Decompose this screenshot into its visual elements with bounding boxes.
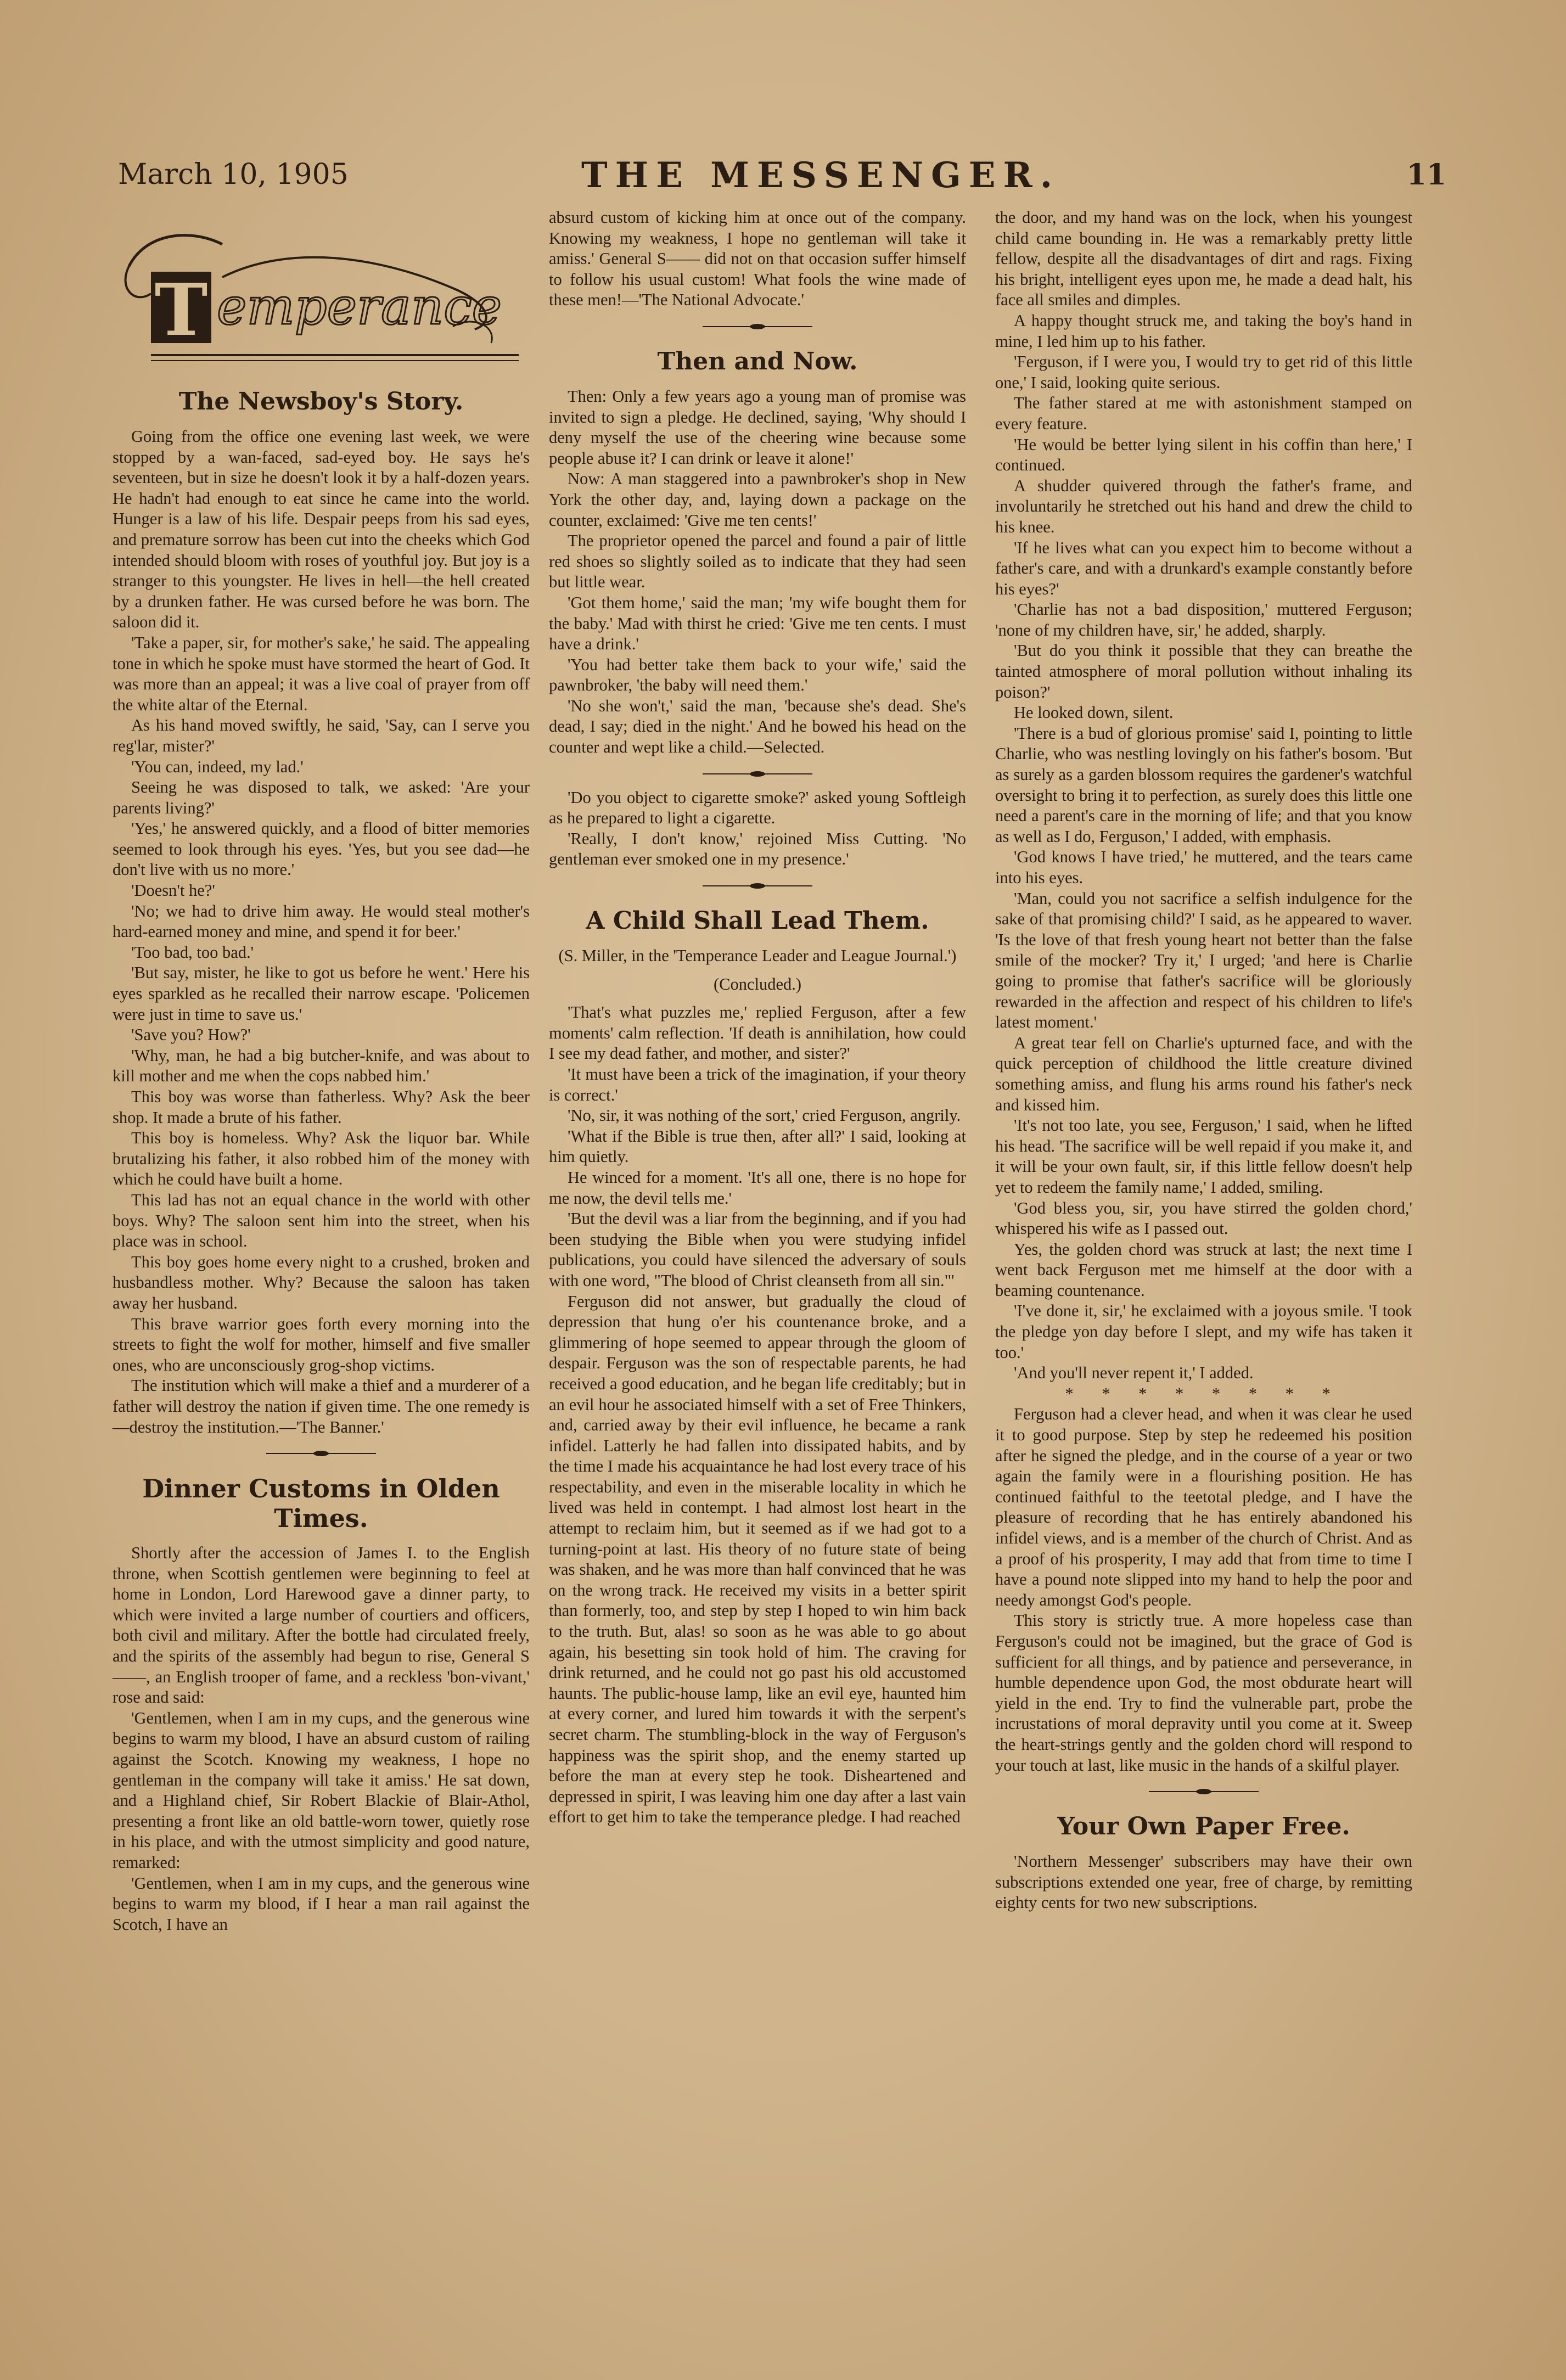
paragraph: 'Charlie has not a bad disposition,' muttered Ferguson; 'none of my children have, sir,' he added, sharply. — [995, 600, 1412, 639]
paragraph: This brave warrior goes forth every morning into the streets to fight the wolf for mother, himself and five smaller ones, who are unconsciously grog-shop victims. — [113, 1314, 530, 1374]
paragraph: 'Too bad, too bad.' — [131, 942, 254, 962]
section-stars: * * * * * * * * — [1065, 1384, 1343, 1403]
free-paper-title: Your Own Paper Free. — [1057, 1812, 1350, 1841]
paragraph: 'Yes,' he answered quickly, and a flood of bitter memories seemed to look through his eyes. 'Yes, but you see dad—he don't live with us no more.' — [113, 819, 530, 879]
paragraph: The father stared at me with astonishment stamped on every feature. — [995, 394, 1412, 433]
paragraph: The proprietor opened the parcel and found a pair of little red shoes so slightly soiled as to indicate that they had seen but little wear. — [549, 531, 966, 592]
paragraph: A great tear fell on Charlie's upturned face, and with the quick perception of childhood the little creature divined something amiss, and flung his arms round his father's neck and kissed him. — [995, 1033, 1412, 1114]
section-divider — [113, 1445, 530, 1462]
paragraph: 'And you'll never repent it,' I added. — [1014, 1363, 1254, 1383]
paragraph: 'Doesn't he?' — [131, 881, 215, 900]
paragraph: This lad has not an equal chance in the world with other boys. Why? The saloon sent him into the street, when his place was in school. — [113, 1190, 530, 1251]
paragraph: He looked down, silent. — [1014, 703, 1174, 722]
paragraph: This story is strictly true. A more hopeless case than Ferguson's could not be imagined, but the grace of God is sufficient for all things, and by patience and perseverance, in humble dependence upon God, the most obdurate heart will yield in the end. Try to find the vulnerable part, probe the incrustations of moral depravity until you come at it. Sweep the heart-strings gently and the golden chord will respond to your touch at last, like music in the hands of a skilful player. — [995, 1611, 1412, 1775]
paragraph: Seeing he was disposed to talk, we asked: 'Are your parents living?' — [113, 778, 530, 817]
column-3 — [995, 207, 1412, 1913]
paragraph: 'Gentlemen, when I am in my cups, and the generous wine begins to warm my blood, if I hear a man rail against the Scotch, I have an — [113, 1873, 530, 1934]
paragraph: Yes, the golden chord was struck at last; the next time I went back Ferguson met me himself at the door with a beaming countenance. — [995, 1239, 1412, 1300]
svg-text:emperance: emperance — [217, 277, 502, 336]
paragraph: 'Why, man, he had a big butcher-knife, and was about to kill mother and me when the cops nabbed him.' — [113, 1046, 530, 1086]
paragraph: 'But do you think it possible that they can breathe the tainted atmosphere of moral pollution without inhaling its poison?' — [995, 641, 1412, 701]
paragraph: 'No, sir, it was nothing of the sort,' cried Ferguson, angrily. — [568, 1106, 961, 1125]
paragraph: 'God knows I have tried,' he muttered, and the tears came into his eyes. — [995, 847, 1412, 887]
paragraph: As his hand moved swiftly, he said, 'Say, can I serve you reg'lar, mister?' — [113, 716, 530, 755]
svg-text:T: T — [154, 268, 208, 352]
paragraph: 'He would be better lying silent in his coffin than here,' I continued. — [995, 435, 1412, 475]
section-divider — [995, 1783, 1412, 1800]
paragraph: Going from the office one evening last week, we were stopped by a wan-faced, sad-eyed boy. He says he's seventeen, but in size he doesn't look it by a half-dozen years. He hadn't had enough to eat since he came into the world. Hunger is a law of his life. Despair peeps from his sad eyes, and premature sorrow has been cut into the cheeks which God intended should bloom with roses of youthful joy. But joy is a stranger to this youngster. He lives in hell—the hell created by a drunken father. He was cursed before he was born. The saloon did it. — [113, 427, 530, 632]
paragraph: 'Really, I don't know,' rejoined Miss Cutting. 'No gentleman ever smoked one in my presence.' — [549, 829, 966, 869]
paragraph: This boy was worse than fatherless. Why? Ask the beer shop. It made a brute of his father. — [113, 1087, 530, 1127]
paragraph: 'You had better take them back to your wife,' said the pawnbroker, 'the baby will need them.' — [549, 655, 966, 695]
paragraph: 'But the devil was a liar from the beginning, and if you had been studying the Bible when you were studying infidel publications, you could have silenced the adversary of souls with one word, "The blood of Christ cleanseth from all sin."' — [549, 1209, 966, 1290]
paragraph: 'You can, indeed, my lad.' — [131, 757, 304, 776]
paragraph: Shortly after the accession of James I. to the English throne, when Scottish gentlemen were beginning to feel at home in London, Lord Harewood gave a dinner party, to which were invited a large number of courtiers and officers, both civil and military. After the bottle had circulated freely, and the spirits of the assembly had begun to rise, General S——, an English trooper of fame, and a reckless 'bon-vivant,' rose and said: — [113, 1543, 530, 1707]
paragraph: 'Ferguson, if I were you, I would try to get rid of this little one,' I said, looking quite serious. — [995, 352, 1412, 392]
paragraph: 'That's what puzzles me,' replied Ferguson, after a few moments' calm reflection. 'If death is annihilation, how could I see my dead father, and mother, and sister?' — [549, 1003, 966, 1063]
section-divider — [549, 766, 966, 782]
paragraph: the door, and my hand was on the lock, when his youngest child came bounding in. He was a remarkably pretty little fellow, despite all the disadvantages of dirt and rags. Fixing his bright, intelligent eyes upon me, he made a dead halt, his face all smiles and dimples. — [995, 208, 1412, 310]
paragraph: 'Do you object to cigarette smoke?' asked young Softleigh as he prepared to light a cigarette. — [549, 788, 966, 828]
paragraph: Now: A man staggered into a pawnbroker's shop in New York the other day, and, laying down a package on the counter, exclaimed: 'Give me ten cents!' — [549, 469, 966, 530]
byline: (S. Miller, in the 'Temperance Leader and League Journal.') — [558, 946, 957, 966]
paragraph: 'It's not too late, you see, Ferguson,' I said, when he lifted his head. 'The sacrifice will be well repaid if you make it, and it will be your own fault, sir, if this little fellow doesn't help yet to redeem the family name,' I added, smiling. — [995, 1116, 1412, 1197]
masthead-title: THE MESSENGER. — [581, 155, 1060, 196]
paragraph: This boy is homeless. Why? Ask the liquor bar. While brutalizing his father, it also robbed him of the money with which he could have built a home. — [113, 1129, 530, 1189]
paragraph: 'Got them home,' said the man; 'my wife bought them for the baby.' Mad with thirst he cried: 'Give me ten cents. I must have a drink.' — [549, 593, 966, 654]
concluded-note: (Concluded.) — [713, 974, 802, 993]
paragraph: 'Take a paper, sir, for mother's sake,' he said. The appealing tone in which he spoke must have stormed the heart of God. It was more than an appeal; it was a live coal of prayer from off the white altar of the Eternal. — [113, 633, 530, 714]
paragraph: 'But say, mister, he like to got us before he went.' Here his eyes sparkled as he recalled their narrow escape. 'Policemen were just in time to save us.' — [113, 963, 530, 1024]
issue-date: March 10, 1905 — [118, 158, 349, 191]
paragraph: 'Gentlemen, when I am in my cups, and the generous wine begins to warm my blood, I have an absurd custom of railing against the Scotch. Knowing my weakness, I hope no gentleman in the company will take it amiss.' He sat down, and a Highland chief, Sir Robert Blackie of Blair-Athol, presenting a front like an old battle-worn tower, quietly rose in his place, and with the utmost simplicity and good nature, remarked: — [113, 1708, 530, 1872]
paragraph: Ferguson did not answer, but gradually the cloud of depression that hung o'er his countenance broke, and a glimmering of hope seemed to appear through the gloom of despair. Ferguson was the son of respectable parents, he had received a good education, and he began life creditably; but in an evil hour he associated himself with a set of Free Thinkers, and, carried away by their evil influence, he became a rank infidel. Latterly he had fallen into dissipated habits, and by the time I made his acquaintance he had lost every trace of his respectability, and even in the miserable locality in which he lived was held in contempt. I had almost lost heart in the attempt to reclaim him, but it seemed as if we had got to a turning-point at last. His theory of no future state of being was shaken, and he was more than half convinced that he was on the wrong track. He received my visits in a better spirit than formerly, too, and step by step I hoped to win him back to the truth. But, alas! so soon as he was able to go about again, his besetting sin took hold of him. The craving for drink returned, and he could not go past his old accustomed haunts. The public-house lamp, like an evil eye, haunted him at every corner, and lured him towards it with the serpent's secret charm. The stumbling-block in the way of Ferguson's happiness was the spirit shop, and the enemy started up before the man at every step he took. Disheartened and depressed in spirit, I was leaving him one day after a last vain effort to get him to take the temperance pledge. I had reached — [549, 1292, 966, 1827]
section-divider — [549, 878, 966, 894]
paragraph: 'Save you? How?' — [131, 1025, 251, 1045]
section-divider — [549, 318, 966, 335]
paragraph: 'There is a bud of glorious promise' said I, pointing to little Charlie, who was nestling lovingly on his father's bosom. 'But as surely as a garden blossom requires the gardener's watchful oversight to bring it to perfection, as surely does this little one need a parent's care in the morning of life; and that you know as well as I do, Ferguson,' I added, with emphasis. — [995, 723, 1412, 846]
paragraph: absurd custom of kicking him at once out of the company. Knowing my weakness, I hope no gentleman will take it amiss.' General S—— did not on that occasion suffer himself to follow his usual custom! What fools the wine made of these men!—'The National Advocate.' — [549, 208, 966, 310]
column-2 — [549, 207, 966, 1828]
paragraph: A shudder quivered through the father's frame, and involuntarily he stretched out his hand and drew the child to his knee. — [995, 476, 1412, 536]
paragraph: He winced for a moment. 'It's all one, there is no hope for me now, the devil tells me.' — [549, 1167, 966, 1208]
paragraph: 'I've done it, sir,' he exclaimed with a joyous smile. 'I took the pledge yon day before I slept, and my wife has taken it too.' — [995, 1301, 1412, 1362]
paragraph: 'No she won't,' said the man, 'because she's dead. She's dead, I say; died in the night.' And he bowed his head on the counter and wept like a child.—Selected. — [549, 696, 966, 757]
paragraph: 'It must have been a trick of the imagination, if your theory is correct.' — [549, 1065, 966, 1104]
paragraph: The institution which will make a thief and a murderer of a father will destroy the nation if given time. The one remedy is—destroy the institution.—'The Banner.' — [113, 1376, 530, 1436]
paragraph: 'God bless you, sir, you have stirred the golden chord,' whispered his wife as I passed out. — [995, 1198, 1412, 1238]
page-header — [118, 154, 1446, 203]
then-and-now-title: Then and Now. — [657, 347, 858, 375]
column-1 — [113, 211, 530, 1935]
paragraph: 'If he lives what can you expect him to become without a father's care, and with a drunkard's example constantly before his eyes?' — [995, 538, 1412, 598]
paragraph: 'Northern Messenger' subscribers may have their own subscriptions extended one year, free of charge, by remitting eighty cents for two new subscriptions. — [995, 1852, 1412, 1912]
page-number: 11 — [1406, 158, 1446, 192]
temperance-logo — [113, 211, 530, 371]
child-shall-lead-title: A Child Shall Lead Them. — [586, 907, 929, 935]
paragraph: 'No; we had to drive him away. He would steal mother's hard-earned money and mine, and spend it for beer.' — [113, 901, 530, 941]
paragraph: Then: Only a few years ago a young man of promise was invited to sign a pledge. He declined, saying, 'Why should I deny myself the use of the cheering wine because some people abuse it? I can drink or leave it alone!' — [549, 386, 966, 468]
paragraph: Ferguson had a clever head, and when it was clear he used it to good purpose. Step by step he redeemed his position after he signed the pledge, and in the course of a year or two again the family were in a flourishing position. He has continued faithful to the teetotal pledge, and I have the pleasure of recording that he has entirely abandoned his infidel views, and is a member of the church of Christ. And as a proof of his prosperity, I may add that from time to time I have a pound note slipped into my hand to help the poor and needy amongst God's people. — [995, 1405, 1412, 1609]
newsboy-title: The Newsboy's Story. — [178, 388, 464, 416]
paragraph: 'What if the Bible is true then, after all?' I said, looking at him quietly. — [549, 1126, 966, 1166]
dinner-customs-title: Dinner Customs in Olden Times. — [142, 1474, 500, 1534]
paragraph: This boy goes home every night to a crushed, broken and husbandless mother. Why? Because the saloon has taken away her husband. — [113, 1252, 530, 1312]
paragraph: 'Man, could you not sacrifice a selfish indulgence for the sake of that promising child?' I said, as he appeared to waver. 'Is the love of that fresh young heart not better than the false smile of the mocker? Try it,' I urged; 'and here is Charlie going to promise that father's sacrifice will be gloriously rewarded in the affection and respect of his children to life's latest moment.' — [995, 889, 1412, 1032]
paragraph: A happy thought struck me, and taking the boy's hand in mine, I led him up to his father. — [995, 311, 1412, 351]
